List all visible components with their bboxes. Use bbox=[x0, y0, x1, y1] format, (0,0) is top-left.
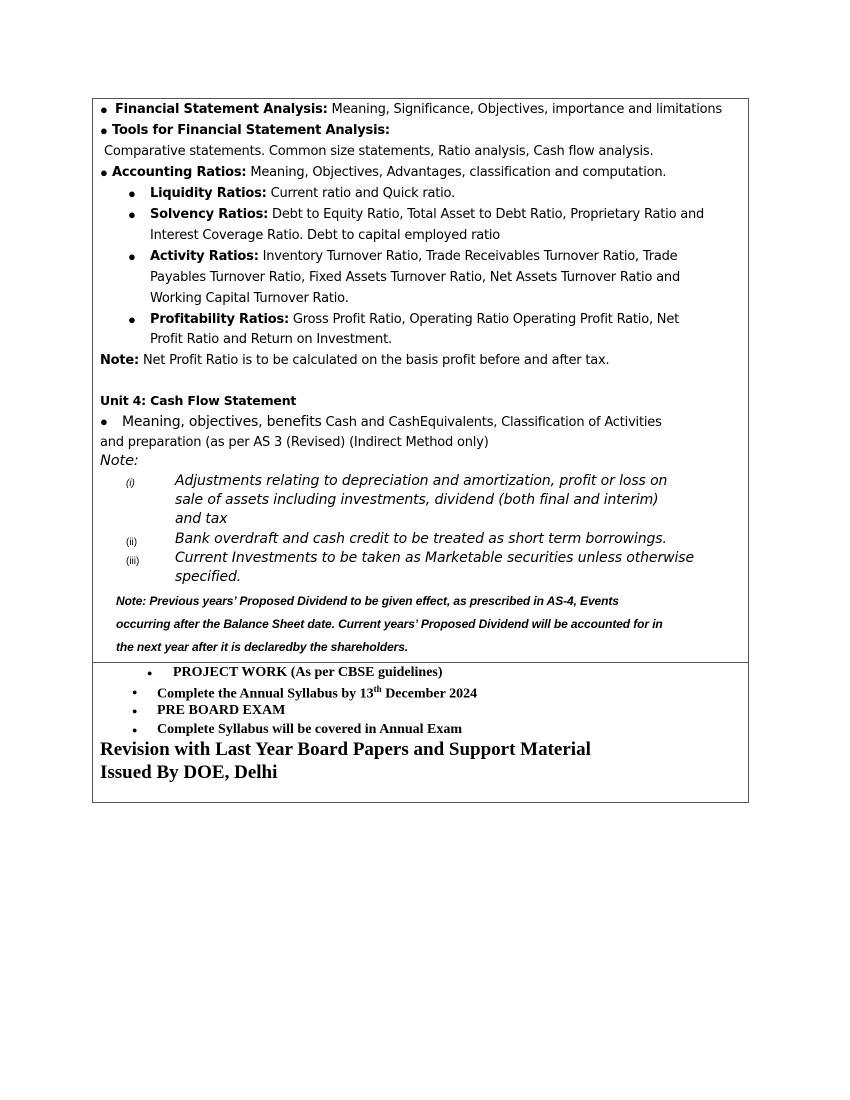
annual-exam-note: Complete Syllabus will be covered in Annual Exam bbox=[157, 722, 463, 737]
dividend-note-line-2: occurring after the Balance Sheet date. Current years’ Proposed Dividend will be accounted for in bbox=[116, 617, 663, 631]
note-item-3-line-2: specified. bbox=[175, 569, 242, 585]
note-item-1-line-3: and tax bbox=[175, 511, 228, 527]
bullet-icon: ● bbox=[128, 186, 136, 201]
complete-pre: Complete the Annual Syllabus by 13 bbox=[157, 686, 374, 702]
fsa-label: Financial Statement Analysis: bbox=[115, 102, 328, 117]
dividend-note-line-3: the next year after it is declaredby the shareholders. bbox=[116, 640, 409, 654]
note-item-3-line-1: Current Investments to be taken as Marketable securities unless otherwise bbox=[175, 550, 694, 566]
liquidity-line bbox=[150, 185, 455, 203]
tools-label: Tools for Financial Statement Analysis: bbox=[112, 123, 390, 138]
tools-text: Comparative statements. Common size statements, Ratio analysis, Cash flow analysis. bbox=[104, 144, 654, 159]
unit4-meaning-text: Cash and CashEquivalents, Classification of Activities bbox=[321, 415, 662, 430]
note-item-1-line-2: sale of assets including investments, dividend (both final and interim) bbox=[175, 492, 659, 508]
profitability-text-1: Gross Profit Ratio, Operating Ratio Operating Profit Ratio, Net bbox=[288, 312, 680, 327]
note-item-2-line-1: Bank overdraft and cash credit to be treated as short term borrowings. bbox=[175, 531, 667, 547]
pre-board-exam: PRE BOARD EXAM bbox=[157, 703, 286, 718]
liquidity-label: Liquidity Ratios: bbox=[150, 186, 267, 201]
solvency-text-2: Interest Coverage Ratio. Debt to capital employed ratio bbox=[150, 228, 501, 243]
revision-line-2: Issued By DOE, Delhi bbox=[100, 762, 278, 783]
accounting-label: Accounting Ratios: bbox=[112, 165, 247, 180]
note-net-profit bbox=[100, 352, 609, 370]
complete-post: December 2024 bbox=[385, 686, 478, 702]
unit4-meaning-emph: Meaning, objectives, benefits bbox=[122, 414, 322, 430]
note-label: Note: bbox=[100, 353, 140, 368]
bullet-icon: ● bbox=[100, 123, 108, 138]
note-text: Net Profit Ratio is to be calculated on the basis profit before and after tax. bbox=[139, 353, 610, 368]
item-number: (ii) bbox=[126, 537, 138, 548]
solvency-line-1 bbox=[150, 206, 704, 224]
complete-annual-syllabus bbox=[157, 684, 477, 703]
item-number: (i) bbox=[126, 478, 135, 489]
activity-label: Activity Ratios: bbox=[150, 249, 259, 264]
fsa-text: Meaning, Significance, Objectives, importance and limitations bbox=[327, 102, 722, 117]
solvency-text-1: Debt to Equity Ratio, Total Asset to Debt Ratio, Proprietary Ratio and bbox=[268, 207, 705, 222]
bullet-icon: ● bbox=[128, 207, 136, 222]
bullet-icon: ● bbox=[132, 725, 138, 735]
unit4-meaning-line bbox=[122, 413, 662, 432]
bullet-icon: ● bbox=[100, 165, 108, 180]
complete-sup: th bbox=[373, 684, 382, 694]
dividend-note-line-1: Note: Previous years’ Proposed Dividend to be given effect, as prescribed in AS-4, Events bbox=[116, 594, 619, 608]
bullet-icon: ● bbox=[128, 249, 136, 264]
profitability-line-1 bbox=[150, 311, 679, 329]
solvency-label: Solvency Ratios: bbox=[150, 207, 269, 222]
fsa-line bbox=[115, 101, 722, 119]
item-number: (iii) bbox=[126, 556, 140, 567]
unit4-line2: and preparation (as per AS 3 (Revised) (Indirect Method only) bbox=[100, 435, 489, 450]
liquidity-text: Current ratio and Quick ratio. bbox=[266, 186, 456, 201]
bullet-icon: ● bbox=[128, 312, 136, 327]
note-item-1-line-1: Adjustments relating to depreciation and amortization, profit or loss on bbox=[175, 473, 668, 489]
revision-line-1: Revision with Last Year Board Papers and Support Material bbox=[100, 739, 591, 760]
accounting-line bbox=[112, 164, 666, 182]
bullet-icon: ● bbox=[132, 687, 138, 697]
bullet-icon: ● bbox=[132, 706, 138, 716]
activity-line-1 bbox=[150, 248, 677, 266]
profitability-label: Profitability Ratios: bbox=[150, 312, 289, 327]
accounting-text: Meaning, Objectives, Advantages, classification and computation. bbox=[246, 165, 667, 180]
unit4-note-label: Note: bbox=[100, 453, 139, 469]
profitability-text-2: Profit Ratio and Return on Investment. bbox=[150, 332, 392, 347]
activity-text-2: Payables Turnover Ratio, Fixed Assets Turnover Ratio, Net Assets Turnover Ratio and bbox=[150, 270, 680, 285]
activity-text-1: Inventory Turnover Ratio, Trade Receivables Turnover Ratio, Trade bbox=[258, 249, 678, 264]
project-work: PROJECT WORK (As per CBSE guidelines) bbox=[173, 665, 443, 680]
unit4-heading: Unit 4: Cash Flow Statement bbox=[100, 393, 297, 408]
bullet-icon: ● bbox=[100, 414, 108, 429]
bullet-icon: ● bbox=[147, 668, 153, 678]
activity-text-3: Working Capital Turnover Ratio. bbox=[150, 291, 349, 306]
bullet-icon: ● bbox=[100, 102, 108, 117]
